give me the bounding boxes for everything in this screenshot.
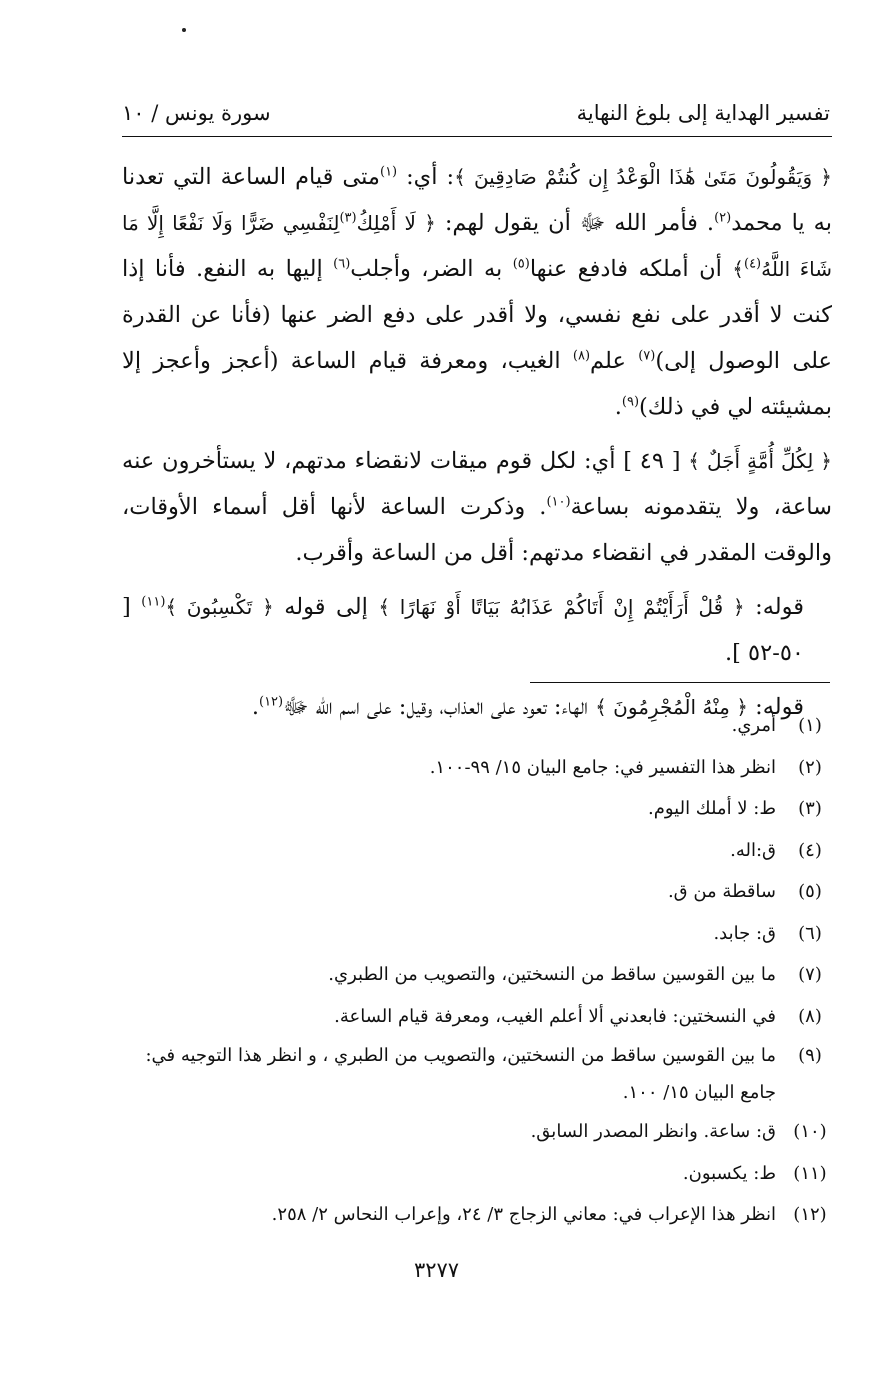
footnote-number: (١) — [798, 715, 822, 736]
text-run: قوله: — [744, 594, 804, 620]
footnote-item — [112, 1194, 834, 1236]
text-run: [ ٥٠-٥٢ ]. — [122, 594, 804, 666]
surah-label: سورة يونس / ١٠ — [122, 101, 271, 125]
footnote-number: (١١) — [793, 1162, 827, 1184]
footnote-ref[interactable]: (١١) — [141, 594, 166, 610]
text-run: قوله: — [747, 694, 804, 720]
scan-speck — [182, 28, 186, 32]
footnote-text: ما بين القوسين ساقط من النسختين، والتصويب من الطبري. — [328, 964, 776, 985]
footnote-divider — [530, 682, 830, 683]
footnote-text: ق:اله. — [730, 839, 776, 861]
quran-verse: ﴿ تَكْسِبُونَ ﴾ — [165, 595, 274, 619]
text-run: [ ٤٩ ] أي: لكل قوم ميقات لانقضاء مدتهم، لا يستأخرون عنه ساعة، ولا يتقدمونه بساعة — [122, 448, 832, 520]
text-run: به الضر، وأجلب — [350, 256, 513, 282]
footnote-text: ط: لا أملك اليوم. — [648, 798, 776, 819]
footnote-text: في النسختين: فابعدني ألا أعلم الغيب، ومعرفة قيام الساعة. — [334, 1005, 776, 1027]
text-run: الهاء: تعود على العذاب، وقيل: على اسم الله ﷻ — [283, 694, 596, 720]
text-run: إليها به النفع. فأنا إذا كنت لا أقدر على نفع نفسي، ولا أقدر على دفع الضر عنها (فأنا عن القدرة على الوصول إلى) — [122, 256, 832, 374]
footnote-number: (٤) — [798, 839, 822, 861]
footnote-number: (٥) — [798, 881, 822, 902]
quran-verse: ﴿ مِنْهُ الْمُجْرِمُونَ ﴾ — [595, 695, 748, 719]
text-run: : أي: — [397, 164, 455, 190]
main-text — [122, 154, 832, 738]
quran-verse: ﴿ قُلْ أَرَأَيْتُمْ إِنْ أَتَاكُمْ عَذَابُهُ بَيَاتًا أَوْ نَهَارًا ﴾ — [378, 595, 745, 619]
quran-verse: ﴾ — [732, 257, 744, 281]
page-number: ٣٢٧٧ — [413, 1258, 460, 1282]
footnote-number: (١٠) — [793, 1121, 827, 1142]
footnote-number: (٧) — [798, 964, 822, 985]
footnote-item — [112, 954, 834, 996]
footnote-text: ما بين القوسين ساقط من النسختين، والتصويب من الطبري ، و انظر هذا التوجيه في: جامع البيان ١٥/ ١٠٠. — [145, 1045, 776, 1103]
footnote-ref[interactable]: (٤) — [743, 256, 762, 272]
text-run: . — [614, 394, 622, 420]
footnote-text: انظر هذا التفسير في: جامع البيان ١٥/ ٩٩-١٠٠. — [429, 756, 776, 778]
footnote-ref[interactable]: (٣) — [339, 210, 357, 226]
footnote-number: (٢) — [798, 756, 822, 778]
footnote-item — [112, 1111, 834, 1153]
quran-verse: ﴿ لِكُلِّ أُمَّةٍ أَجَلٌ ﴾ — [688, 449, 832, 473]
footnote-ref[interactable]: (٩) — [621, 394, 640, 410]
header-divider — [122, 136, 832, 137]
footnote-text: ساقطة من ق. — [667, 881, 776, 902]
footnote-text: ق: جابد. — [713, 922, 776, 944]
footnote-number: (٣) — [798, 798, 822, 819]
footnote-item — [112, 1153, 834, 1195]
footnote-item — [112, 996, 834, 1038]
footnote-text: انظر هذا الإعراب في: معاني الزجاج ٣/ ٢٤، وإعراب النحاس ٢/ ٢٥٨. — [271, 1204, 776, 1225]
footnote-item — [112, 830, 834, 872]
footnote-item — [112, 788, 834, 830]
text-run: الغيب، ومعرفة قيام الساعة (أعجز وأعجز إلا بمشيئته لي في ذلك) — [122, 348, 832, 420]
paragraph-2 — [122, 438, 832, 576]
quran-verse: ﴿ لَا أَمْلِكُ — [356, 211, 436, 235]
footnote-ref[interactable]: (١) — [379, 164, 398, 180]
text-run: متى قيام الساعة التي تعدنا به يا محمد — [122, 164, 832, 236]
quran-verse: ﴿ وَيَقُولُونَ مَتَىٰ هَٰذَا الْوَعْدُ إِن كُنتُمْ صَادِقِينَ ﴾ — [454, 165, 833, 189]
book-title: تفسير الهداية إلى بلوغ النهاية — [576, 101, 830, 125]
footnote-item — [112, 705, 834, 747]
footnote-ref[interactable]: (١٢) — [259, 694, 284, 710]
footnote-text: ق: ساعة. وانظر المصدر السابق. — [530, 1121, 776, 1142]
running-header — [122, 96, 830, 136]
paragraph-1 — [122, 154, 832, 430]
quran-verse: لِنَفْسِي ضَرًّا وَلَا نَفْعًا إِلَّا مَا شَاءَ اللَّهُ — [122, 211, 832, 281]
footnote-ref[interactable]: (٧) — [638, 348, 656, 364]
footnote-number: (١٢) — [793, 1204, 827, 1225]
footnotes-list — [112, 705, 834, 1236]
footnote-ref[interactable]: (١٠) — [546, 494, 571, 510]
footnote-item — [112, 913, 834, 955]
footnote-number: (٦) — [798, 922, 822, 944]
text-run: علم — [590, 348, 639, 374]
footnote-item — [112, 1037, 834, 1111]
footnote-ref[interactable]: (٢) — [714, 210, 732, 226]
footnote-number: (٩) — [798, 1045, 822, 1066]
text-run: أن أملكه فادفع عنها — [529, 256, 733, 282]
footnote-text: أمري. — [731, 715, 776, 736]
footnote-text: ط: يكسبون. — [682, 1162, 776, 1184]
text-run: . فأمر الله ﷻ أن يقول لهم: — [435, 210, 715, 236]
text-run: . وذكرت الساعة لأنها أقل أسماء الأوقات، والوقت المقدر في انقضاء مدتهم: أقل من الساعة وأقرب. — [122, 494, 832, 566]
footnote-item — [112, 871, 834, 913]
footnote-ref[interactable]: (٦) — [333, 256, 351, 272]
text-run: . — [251, 694, 259, 720]
paragraph-3 — [122, 584, 832, 676]
footnote-number: (٨) — [798, 1005, 822, 1027]
footnote-ref[interactable]: (٥) — [512, 256, 530, 272]
footnote-ref[interactable]: (٨) — [572, 348, 591, 364]
text-run: إلى قوله — [273, 594, 379, 620]
footnote-item — [112, 747, 834, 789]
